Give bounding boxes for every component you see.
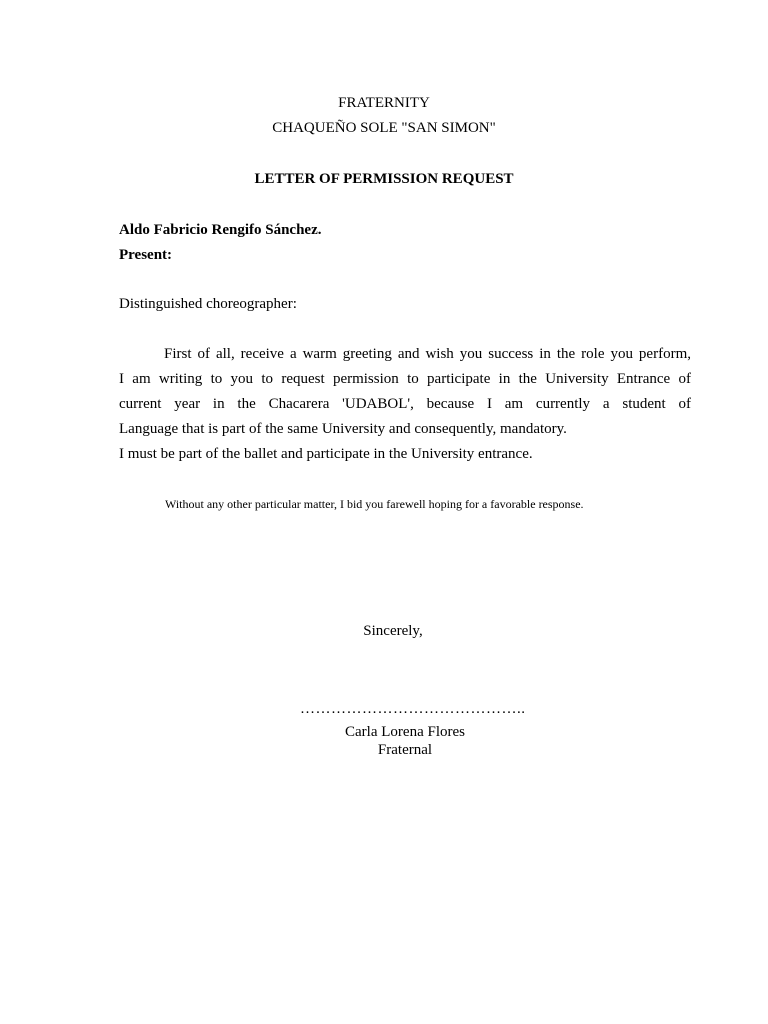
body-line: I am writing to you to request permission to participate in the University Entrance of: [119, 371, 691, 387]
signer-role: Fraternal: [377, 742, 433, 758]
recipient-name: Aldo Fabricio Rengifo Sánchez.: [119, 222, 322, 238]
closing: Sincerely,: [363, 623, 423, 639]
signer-name: Carla Lorena Flores: [345, 724, 465, 740]
signature-line: [300, 700, 526, 718]
body-line: I must be part of the ballet and participate in the University entrance.: [119, 446, 533, 462]
signature-dots: ……………………………………..: [300, 701, 526, 717]
recipient-present: Present:: [119, 247, 173, 263]
body-line: current year in the Chacarera 'UDABOL', because I am currently a student of: [119, 396, 691, 412]
salutation: Distinguished choreographer:: [119, 296, 297, 312]
letter-title: LETTER OF PERMISSION REQUEST: [254, 171, 514, 187]
body-line: First of all, receive a warm greeting and wish you success in the role you perform,: [164, 346, 691, 362]
header-organization-type: FRATERNITY: [338, 95, 430, 111]
body-line: Language that is part of the same University and consequently, mandatory.: [119, 421, 567, 437]
header-organization-name: CHAQUEÑO SOLE "SAN SIMON": [272, 120, 496, 136]
farewell-sentence: Without any other particular matter, I bid you farewell hoping for a favorable response.: [165, 497, 584, 511]
letter-body: [119, 342, 691, 467]
